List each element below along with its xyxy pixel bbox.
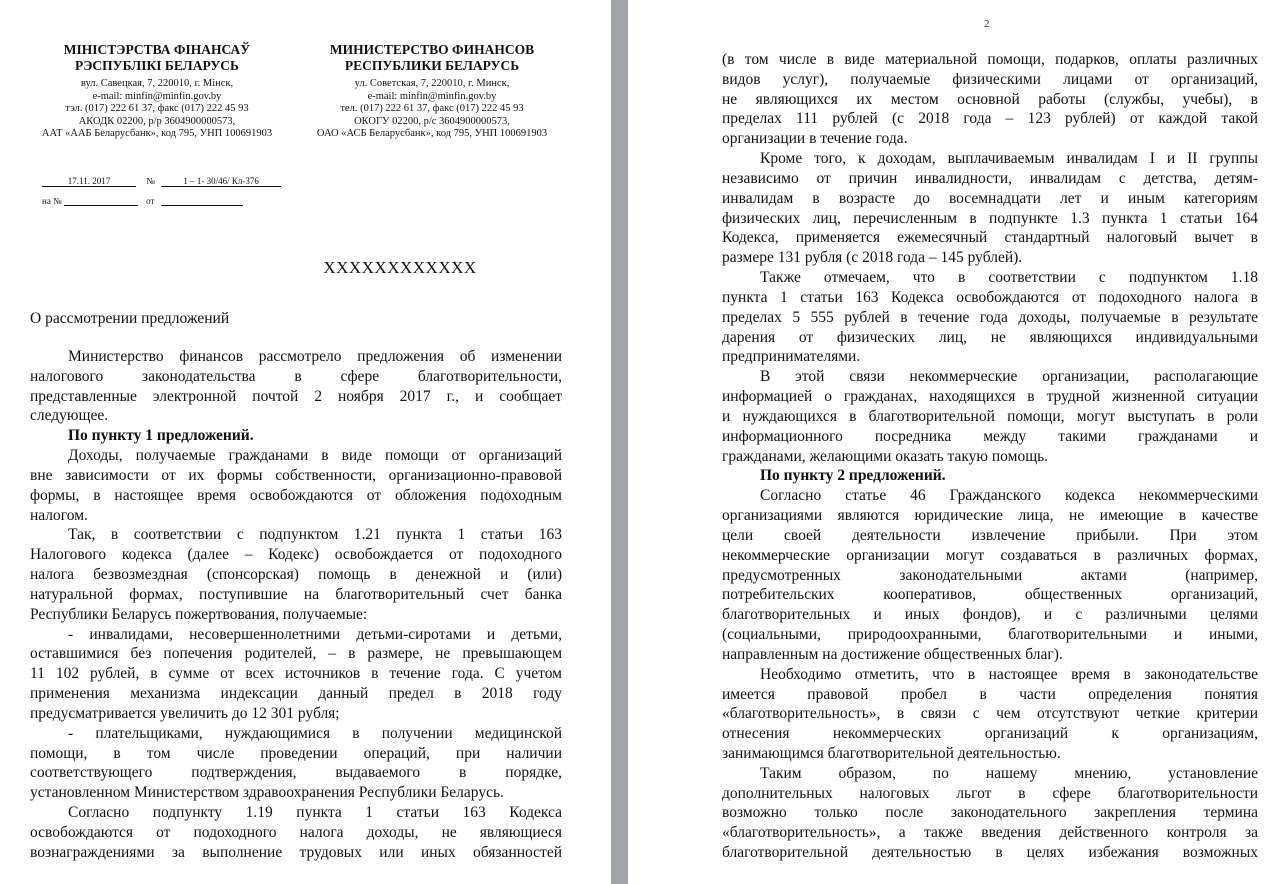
text-line: цели своей деятельности извлечение прибыли. При этом xyxy=(722,526,1258,544)
text-line: физических лиц, перечисленным в подпункте 1.3 пункта 1 статьи 164 xyxy=(722,209,1258,227)
document-page-1 xyxy=(0,0,611,884)
outgoing-reference xyxy=(42,176,281,187)
ministry-title-ru xyxy=(297,42,567,74)
paragraph xyxy=(722,149,1258,268)
text-line: натуральной формах, поступившие на благотворительный счет банка xyxy=(30,585,562,603)
text-line: Республики Беларусь пожертвования, получаемые: xyxy=(30,605,368,623)
document-page-2 xyxy=(628,0,1280,884)
text-line: 11 102 рублей, в сумме от всех источников в течение года. С учетом xyxy=(30,665,562,683)
addressee: XXXXXXXXXXXX xyxy=(323,258,477,277)
section-heading xyxy=(30,426,562,446)
text-line: налога безвозмездная (спонсорская) помощь в денежной и (или) xyxy=(30,566,562,584)
text-line: представленные электронной почтой 2 ноября 2017 г., и сообщает xyxy=(30,387,562,405)
text-line: пункта 1 статьи 163 Кодекса освобождаются от подоходного налога в xyxy=(722,288,1258,306)
text-line: и нуждающихся в благотворительной помощи, могут выступать в роли xyxy=(722,407,1258,425)
text-line: Также отмечаем, что в соответствии с подпунктом 1.18 xyxy=(760,269,1258,287)
phone-fax: тел. (017) 222 61 37, факс (017) 222 45 93 xyxy=(340,103,524,115)
contact-details-by xyxy=(22,78,292,141)
paragraph xyxy=(722,665,1258,764)
text-line: дарения от физических лиц, не являющихся индивидуальными xyxy=(722,328,1258,346)
email: e-mail: minfin@minfin.gov.by xyxy=(92,90,222,102)
text-line: информацией о гражданах, находящихся в трудной жизненной ситуации xyxy=(722,388,1258,406)
paragraph xyxy=(722,50,1258,149)
text-line: В этой связи некоммерческие организации, располагающие xyxy=(760,368,1258,386)
paragraph xyxy=(722,764,1258,863)
text-line: Доходы, получаемые гражданами в виде помощи от организаций xyxy=(68,447,562,465)
text-line: потребительских кооперативов, общественных организаций, xyxy=(722,586,1258,604)
text-line: организациями являются юридические лица, не имеющие в качестве xyxy=(722,507,1258,525)
text-line: Кроме того, к доходам, выплачиваемым инвалидам I и II группы xyxy=(760,150,1258,168)
text-line: Согласно статье 46 Гражданского кодекса некоммерческими xyxy=(760,487,1258,505)
section-heading xyxy=(722,466,1258,486)
letterhead-belarusian xyxy=(22,42,292,141)
text-line: (в том числе в виде материальной помощи, подарков, оплаты различных xyxy=(722,51,1258,68)
text-line: инвалидам в возрасте до восемнадцати лет и иным категориям xyxy=(722,189,1258,207)
text-line: некоммерческие организации могут создаваться в различных формах, xyxy=(722,546,1258,564)
text-line: налогового законодательства в сфере благотворительности, xyxy=(30,367,562,385)
text-line: - плательщиками, нуждающимися в получении медицинской xyxy=(68,724,562,742)
text-line: «благотворительность», а также введения действенного контроля за xyxy=(722,824,1258,842)
address: ул. Советская, 7, 220010, г. Минск, xyxy=(354,78,510,89)
title-line: МИНИСТЕРСТВО ФИНАНСОВ xyxy=(329,42,535,57)
text-line: имеется правовой пробел в части определения понятия xyxy=(722,685,1258,703)
text-line: вознаграждениями за выполнение трудовых или иных обязанностей xyxy=(30,843,562,861)
to-number-blank xyxy=(64,195,138,206)
text-line: применения механизма индексации данный предел в 2018 году xyxy=(30,685,562,703)
bank-details: ОАО «АСБ Беларусбанк», код 795, УНП 100691903 xyxy=(316,128,548,140)
from-date-blank xyxy=(161,195,243,206)
paragraph xyxy=(30,446,562,525)
text-line: вне зависимости от их формы собственности, организационно-правовой xyxy=(30,466,562,484)
text-line: благотворительных и иных фондов), и с различными целями xyxy=(722,606,1258,624)
email: e-mail: minfin@minfin.gov.by xyxy=(367,90,497,102)
text-line: оставшимися без попечения родителей, – в размере, не превышающем xyxy=(30,645,562,663)
paragraph xyxy=(722,268,1258,367)
text-line: Так, в соответствии с подпунктом 1.21 пункта 1 статьи 163 xyxy=(68,526,562,544)
page-number: 2 xyxy=(984,18,990,30)
text-line: пределах 111 рублей (с 2018 года – 123 рублей) от каждой такой xyxy=(722,110,1258,128)
text-line: налогом. xyxy=(30,506,88,524)
letter-number: 1 – 1- 30/46/ Кл-376 xyxy=(161,176,281,187)
title-line: РЕСПУБЛИКИ БЕЛАРУСЬ xyxy=(344,58,520,73)
ministry-title-by xyxy=(22,42,292,74)
letter-body xyxy=(30,347,562,863)
contact-details-ru xyxy=(297,78,567,141)
letter-subject: О рассмотрении предложений xyxy=(30,310,230,327)
text-line: видов услуг), получаемые физическими лицами от организаций, xyxy=(722,70,1258,88)
text-line: помощи, в том числе проведении операций, при наличии xyxy=(30,744,562,762)
text-line: следующее. xyxy=(30,407,109,425)
text-line: «благотворительность», в связи с чем отсутствуют четкие критерии xyxy=(722,705,1258,723)
paragraph xyxy=(722,367,1258,466)
text-line: благотворительной деятельностью в целях избежания возможных xyxy=(722,844,1258,862)
text-line: гражданами, желающими оказать такую помощь. xyxy=(722,447,1049,465)
text-line: размере 131 рубля (с 2018 года – 145 рублей). xyxy=(722,249,1023,267)
paragraph xyxy=(30,525,562,624)
text-line: Налогового кодекса (далее – Кодекс) освобождается от подоходного xyxy=(30,546,562,564)
text-line: Министерство финансов рассмотрело предложения об изменении xyxy=(68,348,562,365)
paragraph xyxy=(30,625,562,724)
letter-date: 17.11. 2017 xyxy=(42,176,136,187)
text-line: соответствующего подтверждения, выдаваемого в порядке, xyxy=(30,764,562,782)
text-line: пределах 5 555 рублей в течение года доходы, получаемые в результате xyxy=(722,308,1258,326)
text-line: информационного посредника между такими гражданами и xyxy=(722,427,1258,445)
bank-details: ААТ «ААБ Беларусбанк», код 795, УНП 100691903 xyxy=(41,128,273,140)
text-line: Необходимо отметить, что в настоящее время в законодательстве xyxy=(760,665,1258,683)
paragraph xyxy=(30,724,562,803)
text-line: (социальными, природоохранными, благотворительными и иными, xyxy=(722,626,1258,644)
text-line: дополнительных налоговых льгот в сфере благотворительности xyxy=(722,784,1258,802)
title-line: МІНІСТЭРСТВА ФІНАНСАЎ xyxy=(63,42,251,57)
text-line: направленным на достижение общественных благ). xyxy=(722,645,1063,663)
phone-fax: тэл. (017) 222 61 37, факс (017) 222 45 93 xyxy=(65,103,249,115)
text-line: занимающимся благотворительной деятельностью. xyxy=(722,744,1061,762)
text-line: Таким образом, по нашему мнению, установление xyxy=(760,764,1258,782)
text-line: По пункту 1 предложений. xyxy=(68,427,254,445)
text-line: Согласно подпункту 1.19 пункта 1 статьи 163 Кодекса xyxy=(68,804,562,822)
text-line: установленном Министерством здравоохранения Республики Беларусь. xyxy=(30,784,504,802)
paragraph xyxy=(30,803,562,862)
text-line: возможно только после законодательного закрепления термина xyxy=(722,804,1258,822)
paragraph xyxy=(30,347,562,426)
number-label: № xyxy=(146,176,155,186)
letter-body-continued xyxy=(722,50,1258,863)
bank-account: ОКОГУ 02200, р/с 3604900000573, xyxy=(354,115,510,127)
text-line: Кодекса, применяется ежемесячный стандартный налоговый вычет в xyxy=(722,229,1258,247)
text-line: освобождаются от подоходного налога доходы, не являющиеся xyxy=(30,823,562,841)
letterhead-russian xyxy=(297,42,567,141)
text-line: независимо от причин инвалидности, инвалидам с детства, детям- xyxy=(722,169,1258,187)
text-line: предпринимателями. xyxy=(722,348,861,366)
text-line: - инвалидами, несовершеннолетними детьми-сиротами и детьми, xyxy=(68,625,562,643)
text-line: не являющихся их местом основной работы (службы, учебы), в xyxy=(722,90,1258,108)
text-line: предусмотренных законодательными актами (например, xyxy=(722,566,1258,584)
text-line: предусматривается увеличить до 12 301 рубля; xyxy=(30,704,340,722)
text-line: организации в течение года. xyxy=(722,130,908,148)
title-line: РЭСПУБЛІКІ БЕЛАРУСЬ xyxy=(75,58,239,73)
paragraph xyxy=(722,486,1258,664)
bank-account: АКОДК 02200, р/р 3604900000573, xyxy=(78,115,236,127)
address: вул. Савецкая, 7, 220010, г. Мінск, xyxy=(80,78,234,89)
from-label: от xyxy=(146,196,155,206)
text-line: формы, в настоящее время освобождаются от обложения подоходным xyxy=(30,486,562,504)
text-line: отнесения некоммерческих организаций к организациям, xyxy=(722,725,1258,743)
incoming-reference xyxy=(42,195,243,206)
text-line: По пункту 2 предложений. xyxy=(760,467,946,485)
to-number-label: на № xyxy=(42,196,62,206)
